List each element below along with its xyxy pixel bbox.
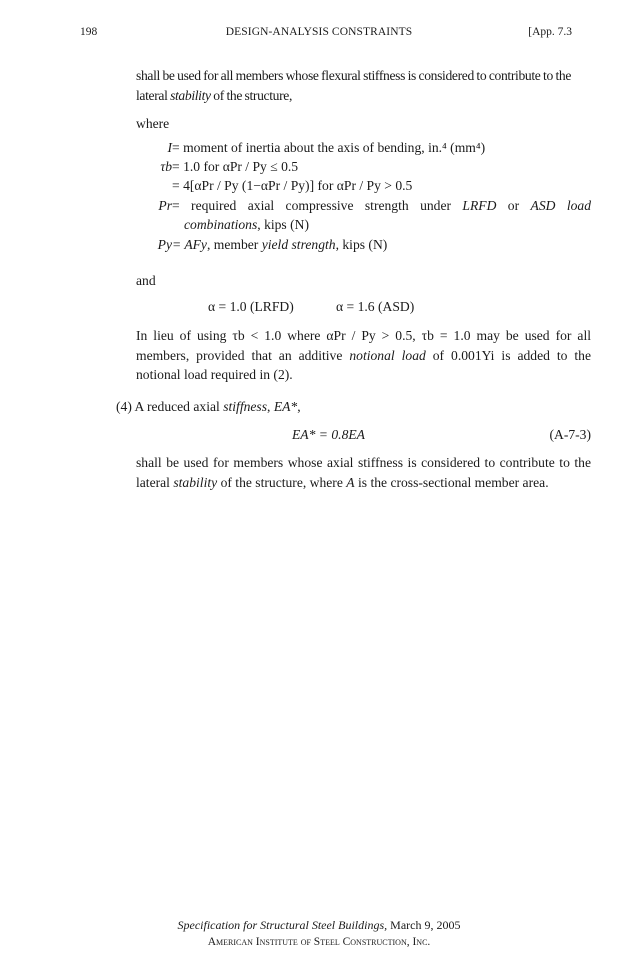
definition-Pr-continued: combinations, kips (N) bbox=[184, 217, 309, 232]
section-reference: [App. 7.3 bbox=[528, 26, 572, 38]
equation-number: (A-7-3) bbox=[549, 427, 591, 442]
symbol-tau-b: τb bbox=[160, 159, 172, 174]
running-header-title: DESIGN-ANALYSIS CONSTRAINTS bbox=[225, 26, 413, 38]
item-4-heading: (4) A reduced axial stiffness, EA*, bbox=[116, 399, 301, 414]
definition-tau-b-line-2: = 4[αPr / Py (1−αPr / Py)] for αPr / Py > 0.5 bbox=[172, 178, 413, 193]
alpha-lrfd-equation: α = 1.0 (LRFD) bbox=[208, 299, 294, 314]
definition-tau-b-line-1: = 1.0 for αPr / Py ≤ 0.5 bbox=[172, 159, 299, 174]
intro-paragraph: shall be used for all members whose flexural stiffness is considered to contribute to the lateral stability of the structure, bbox=[136, 68, 571, 103]
symbol-I: I bbox=[167, 140, 172, 155]
and-label: and bbox=[136, 273, 156, 288]
footer-publisher-line: American Institute of Steel Construction, Inc. bbox=[207, 936, 431, 948]
equation-A-7-3: EA* = 0.8EA bbox=[292, 427, 365, 442]
alpha-asd-equation: α = 1.6 (ASD) bbox=[336, 299, 415, 314]
where-label: where bbox=[136, 116, 170, 131]
definition-Py: = AFy, member yield strength, kips (N) bbox=[172, 237, 388, 252]
footer-specification-line: Specification for Structural Steel Buildings, March 9, 2005 bbox=[177, 918, 461, 932]
symbol-Py: Py bbox=[157, 237, 172, 252]
definition-I: = moment of inertia about the axis of bending, in.⁴ (mm⁴) bbox=[172, 140, 486, 155]
final-paragraph: shall be used for members whose axial stiffness is considered to contribute to the lateral stability of the structure, where A is the cross-sectional member area. bbox=[136, 455, 591, 490]
definition-Pr: = required axial compressive strength under LRFD or ASD load bbox=[172, 198, 591, 213]
symbol-Pr: Pr bbox=[158, 198, 172, 213]
page-number: 198 bbox=[80, 26, 98, 38]
lieu-paragraph: In lieu of using τb < 1.0 where αPr / Py > 0.5, τb = 1.0 may be used for all members, provided that an additive notional load of 0.001Yi is added to the notional load required in (2). bbox=[136, 328, 591, 382]
